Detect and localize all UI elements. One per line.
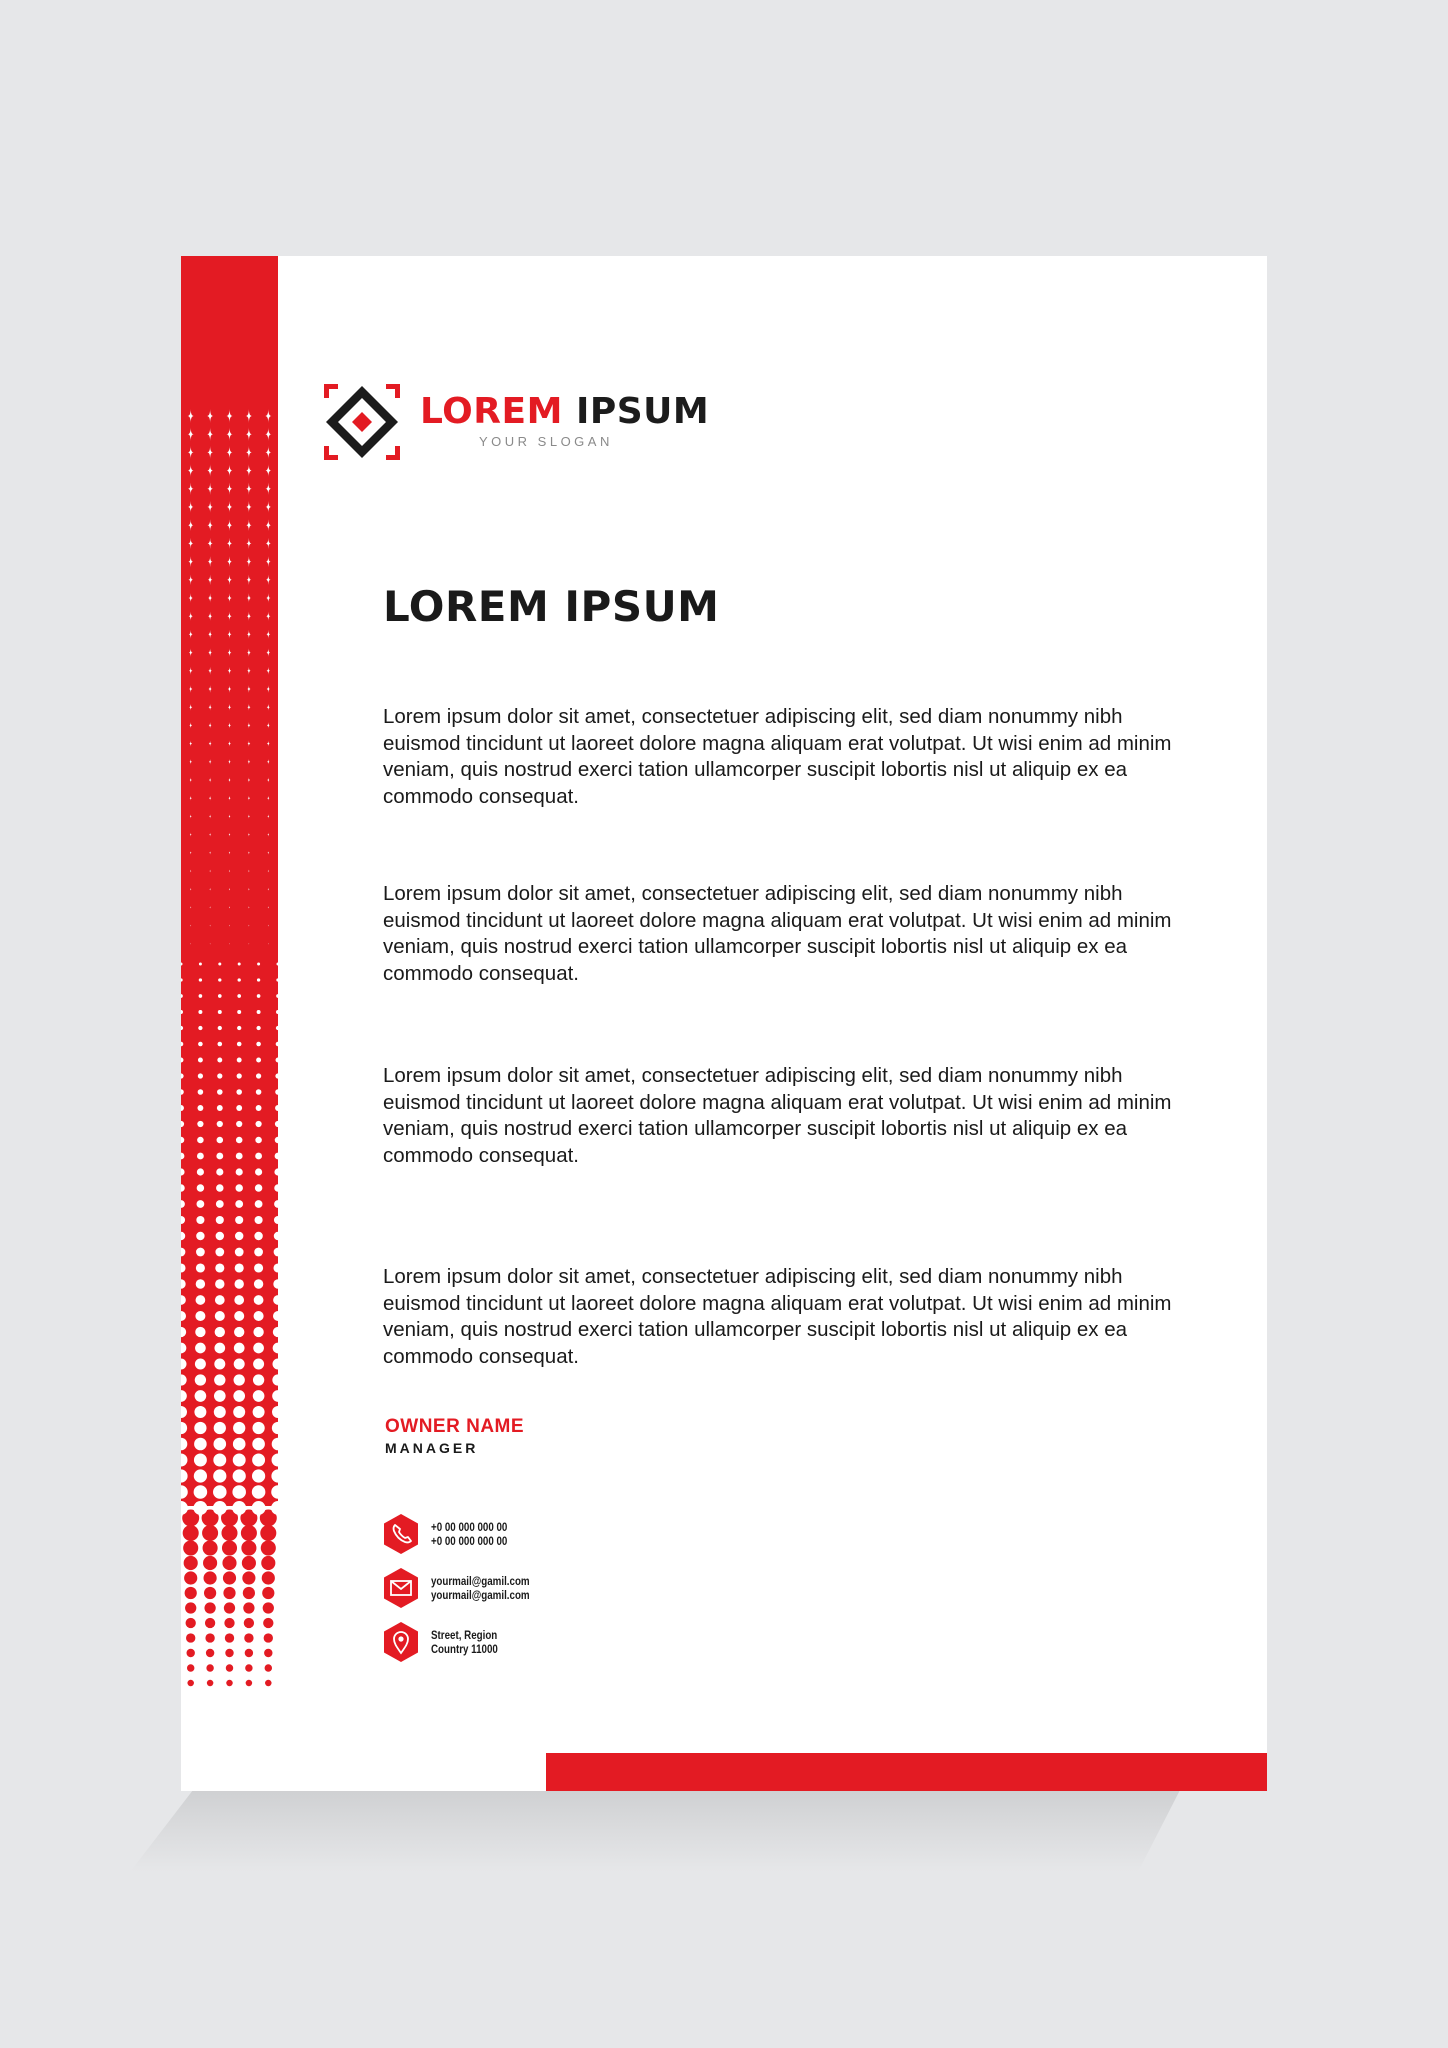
halftone-dot <box>185 1587 197 1599</box>
halftone-gap <box>216 1184 223 1191</box>
halftone-gap <box>255 1200 263 1208</box>
halftone-gap <box>194 1438 207 1451</box>
halftone-gap <box>254 1232 262 1240</box>
halftone-gap <box>216 1153 223 1160</box>
halftone-dot <box>183 1540 198 1555</box>
halftone-dot <box>244 1633 253 1642</box>
halftone-gap <box>196 1216 204 1224</box>
halftone-gap <box>215 1263 224 1272</box>
halftone-gap <box>218 978 221 981</box>
halftone-dot <box>187 1664 194 1671</box>
halftone-gap <box>236 1105 242 1111</box>
halftone-gap <box>198 1073 203 1078</box>
halftone-gap <box>252 1469 265 1482</box>
phone-line-2: +0 00 000 000 00 <box>431 1536 508 1548</box>
halftone-dot <box>241 1525 257 1541</box>
halftone-gap <box>216 1168 223 1175</box>
halftone-gap <box>235 1232 243 1240</box>
halftone-gap <box>254 1279 263 1288</box>
halftone-gap <box>256 1105 262 1111</box>
halftone-gap <box>252 1454 265 1467</box>
body-paragraph-3: Lorem ipsum dolor sit amet, consectetuer adipiscing elit, sed diam nonummy nibh euismod tincidunt ut laoreet dolore magna aliquam erat volutpat. Ut wisi enim ad minim veniam, quis nostrud exerci tation ullamcorper suscipit lobortis nisl ut aliquip ex ea commodo consequat. <box>383 1064 1172 1167</box>
halftone-gap <box>214 1343 225 1354</box>
owner-name: OWNER NAME <box>385 1416 525 1437</box>
halftone-gap <box>198 1026 202 1030</box>
halftone-gap <box>237 1058 242 1063</box>
halftone-gap <box>234 1374 245 1385</box>
halftone-gap <box>215 1279 224 1288</box>
halftone-gap <box>236 1153 243 1160</box>
halftone-gap <box>217 1137 224 1144</box>
halftone-dot <box>241 1540 256 1555</box>
contact-email <box>383 1568 643 1612</box>
halftone-dot <box>226 1664 233 1671</box>
halftone-gap <box>257 994 261 998</box>
envelope-icon <box>383 1568 419 1608</box>
halftone-gap <box>238 978 241 981</box>
halftone-gap <box>235 1216 243 1224</box>
halftone-gap <box>234 1343 245 1354</box>
halftone-gap <box>238 963 241 966</box>
halftone-gap <box>255 1184 262 1191</box>
halftone-gap <box>199 994 203 998</box>
halftone-dot <box>246 1680 253 1687</box>
halftone-dot <box>184 1571 197 1584</box>
halftone-gap <box>256 1042 261 1047</box>
halftone-gap <box>194 1485 208 1499</box>
halftone-gap <box>237 1042 242 1047</box>
halftone-gap <box>234 1311 244 1321</box>
halftone-dot <box>245 1649 253 1657</box>
halftone-gap <box>215 1311 225 1321</box>
halftone-dot <box>263 1602 274 1613</box>
body-paragraph-1: Lorem ipsum dolor sit amet, consectetuer adipiscing elit, sed diam nonummy nibh euismod tincidunt ut laoreet dolore magna aliquam erat volutpat. Ut wisi enim ad minim veniam, quis nostrud exerci tation ullamcorper suscipit lobortis nisl ut aliquip ex ea commodo consequat. <box>383 705 1172 808</box>
halftone-gap <box>255 1168 262 1175</box>
halftone-gap <box>216 1216 224 1224</box>
halftone-dot <box>245 1664 252 1671</box>
halftone-gap <box>193 1501 207 1515</box>
halftone-gap <box>235 1279 244 1288</box>
halftone-gap <box>196 1295 206 1305</box>
halftone-gap <box>197 1153 204 1160</box>
halftone-gap <box>213 1485 227 1499</box>
address-line-1: Street, Region <box>431 1630 498 1642</box>
halftone-dot <box>186 1633 195 1642</box>
halftone-dot <box>206 1664 213 1671</box>
halftone-gap <box>255 1216 263 1224</box>
halftone-gap <box>256 1073 261 1078</box>
halftone-dot <box>261 1556 275 1570</box>
halftone-dot <box>222 1540 237 1555</box>
halftone-gap <box>195 1359 206 1370</box>
halftone-gap <box>253 1359 264 1370</box>
halftone-dot <box>185 1602 196 1613</box>
halftone-gap <box>254 1263 263 1272</box>
halftone-gap <box>257 1010 261 1014</box>
contact-address <box>383 1622 643 1666</box>
halftone-gap <box>214 1390 226 1402</box>
halftone-dot <box>203 1556 217 1570</box>
logo-name-part1: LOREM <box>420 391 563 432</box>
halftone-gap <box>218 994 222 998</box>
halftone-gap <box>213 1501 227 1515</box>
halftone-dot <box>224 1618 234 1628</box>
halftone-gap <box>257 963 260 966</box>
halftone-dot <box>205 1618 215 1628</box>
halftone-gap <box>252 1438 265 1451</box>
halftone-gap <box>253 1374 264 1385</box>
halftone-gap <box>217 1058 222 1063</box>
halftone-gap <box>252 1485 266 1499</box>
phone-icon <box>383 1514 419 1554</box>
halftone-gap <box>194 1469 207 1482</box>
halftone-dot <box>264 1649 272 1657</box>
halftone-dot <box>204 1571 217 1584</box>
halftone-gap <box>257 978 260 981</box>
halftone-dot <box>243 1587 255 1599</box>
halftone-dot <box>225 1633 234 1642</box>
halftone-gap <box>236 1168 243 1175</box>
halftone-gap <box>253 1343 264 1354</box>
halftone-gap <box>235 1263 244 1272</box>
halftone-dot <box>226 1680 233 1687</box>
halftone-gap <box>198 1058 203 1063</box>
halftone-dot <box>221 1525 237 1541</box>
halftone-dot <box>204 1602 215 1613</box>
halftone-gap <box>254 1295 264 1305</box>
halftone-dot <box>203 1540 218 1555</box>
halftone-dot <box>242 1556 256 1570</box>
logo-wordmark <box>420 391 710 432</box>
halftone-gap <box>216 1200 224 1208</box>
halftone-gap <box>234 1359 245 1370</box>
halftone-gap <box>216 1232 224 1240</box>
halftone-gap <box>197 1200 205 1208</box>
halftone-gap <box>217 1073 222 1078</box>
halftone-gap <box>195 1327 205 1337</box>
halftone-gap <box>253 1327 263 1337</box>
halftone-gap <box>218 963 221 966</box>
halftone-gap <box>237 994 241 998</box>
halftone-gap <box>218 1042 223 1047</box>
diamond-square-icon <box>324 384 400 460</box>
halftone-gap <box>199 963 202 966</box>
halftone-dot <box>204 1587 216 1599</box>
halftone-gap <box>233 1390 245 1402</box>
halftone-gap <box>234 1295 244 1305</box>
side-decorative-bar <box>181 256 278 1691</box>
halftone-gap <box>254 1311 264 1321</box>
body-paragraph-4: Lorem ipsum dolor sit amet, consectetuer adipiscing elit, sed diam nonummy nibh euismod tincidunt ut laoreet dolore magna aliquam erat volutpat. Ut wisi enim ad minim veniam, quis nostrud exerci tation ullamcorper suscipit lobortis nisl ut aliquip ex ea commodo consequat. <box>383 1265 1172 1368</box>
halftone-dot <box>184 1556 198 1570</box>
halftone-gap <box>195 1311 205 1321</box>
halftone-dot <box>264 1633 273 1642</box>
halftone-gap <box>237 1073 242 1078</box>
halftone-dot <box>183 1525 199 1541</box>
halftone-gap <box>194 1454 207 1467</box>
halftone-gap <box>218 1010 222 1014</box>
halftone-dot-pattern <box>181 256 278 1691</box>
halftone-gap <box>214 1422 226 1434</box>
halftone-gap <box>253 1390 265 1402</box>
halftone-dot <box>186 1618 196 1628</box>
halftone-gap <box>198 1042 203 1047</box>
halftone-dot <box>223 1571 236 1584</box>
halftone-gap <box>233 1422 245 1434</box>
halftone-dot <box>186 1649 194 1657</box>
halftone-gap <box>213 1469 226 1482</box>
halftone-gap <box>256 1121 262 1127</box>
email-line-2: yourmail@gamil.com <box>431 1590 530 1602</box>
halftone-gap <box>235 1184 242 1191</box>
halftone-gap <box>254 1248 263 1257</box>
owner-title: MANAGER <box>385 1440 479 1456</box>
contact-phone <box>383 1514 643 1558</box>
halftone-dot <box>205 1633 214 1642</box>
halftone-gap <box>215 1295 225 1305</box>
halftone-gap <box>236 1089 242 1095</box>
halftone-gap <box>197 1137 204 1144</box>
halftone-gap <box>195 1390 207 1402</box>
halftone-gap <box>235 1200 243 1208</box>
halftone-gap <box>252 1422 264 1434</box>
halftone-gap <box>196 1232 204 1240</box>
halftone-gap <box>197 1105 203 1111</box>
email-line-1: yourmail@gamil.com <box>431 1576 530 1588</box>
halftone-gap <box>215 1327 225 1337</box>
halftone-gap <box>194 1422 206 1434</box>
halftone-gap <box>198 1089 204 1095</box>
halftone-gap <box>197 1184 204 1191</box>
phone-line-1: +0 00 000 000 00 <box>431 1522 508 1534</box>
halftone-gap <box>255 1153 262 1160</box>
halftone-gap <box>195 1374 206 1385</box>
halftone-gap <box>253 1406 265 1418</box>
page-shadow <box>130 1790 1180 1872</box>
bottom-accent-bar <box>546 1753 1267 1791</box>
halftone-gap <box>233 1469 246 1482</box>
halftone-gap <box>237 1026 241 1030</box>
halftone-dot <box>265 1680 272 1687</box>
halftone-gap <box>256 1089 262 1095</box>
halftone-dot <box>262 1587 274 1599</box>
halftone-dot <box>243 1602 254 1613</box>
halftone-dot <box>207 1680 214 1687</box>
halftone-dot <box>265 1664 272 1671</box>
halftone-gap <box>255 1137 262 1144</box>
halftone-gap <box>234 1327 244 1337</box>
location-pin-icon <box>383 1622 419 1662</box>
halftone-gap <box>196 1279 205 1288</box>
halftone-gap <box>233 1406 245 1418</box>
halftone-dot <box>225 1649 233 1657</box>
halftone-gap <box>214 1374 225 1385</box>
halftone-gap <box>218 1026 222 1030</box>
halftone-dot <box>223 1587 235 1599</box>
halftone-gap <box>214 1359 225 1370</box>
halftone-gap <box>194 1406 206 1418</box>
halftone-dot <box>263 1618 273 1628</box>
halftone-dot <box>187 1680 194 1687</box>
halftone-gap <box>217 1089 223 1095</box>
halftone-gap <box>236 1121 242 1127</box>
halftone-gap <box>256 1026 260 1030</box>
halftone-dot <box>202 1525 218 1541</box>
halftone-gap <box>198 1010 202 1014</box>
halftone-dot <box>260 1525 276 1541</box>
halftone-dot <box>244 1618 254 1628</box>
address-line-2: Country 11000 <box>431 1644 498 1656</box>
logo-slogan: YOUR SLOGAN <box>479 434 613 449</box>
halftone-gap <box>252 1501 266 1515</box>
halftone-gap <box>197 1168 204 1175</box>
halftone-background <box>181 406 278 1506</box>
halftone-dot <box>222 1556 236 1570</box>
halftone-dot <box>242 1571 255 1584</box>
halftone-gap <box>236 1137 243 1144</box>
halftone-gap <box>232 1501 246 1515</box>
halftone-gap <box>196 1263 205 1272</box>
halftone-gap <box>215 1248 224 1257</box>
halftone-gap <box>217 1105 223 1111</box>
company-logo <box>324 384 724 464</box>
halftone-dot <box>224 1602 235 1613</box>
halftone-gap <box>237 1010 241 1014</box>
halftone-gap <box>213 1454 226 1467</box>
letterhead-page <box>181 256 1267 1791</box>
halftone-dot <box>262 1571 275 1584</box>
halftone-gap <box>199 978 202 981</box>
halftone-gap <box>233 1438 246 1451</box>
body-paragraph-2: Lorem ipsum dolor sit amet, consectetuer adipiscing elit, sed diam nonummy nibh euismod tincidunt ut laoreet dolore magna aliquam erat volutpat. Ut wisi enim ad minim veniam, quis nostrud exerci tation ullamcorper suscipit lobortis nisl ut aliquip ex ea commodo consequat. <box>383 882 1172 985</box>
halftone-gap <box>197 1121 203 1127</box>
halftone-gap <box>214 1406 226 1418</box>
logo-name-part2: IPSUM <box>575 391 710 432</box>
halftone-gap <box>233 1454 246 1467</box>
document-title: LOREM IPSUM <box>383 582 720 631</box>
halftone-gap <box>232 1485 246 1499</box>
halftone-gap <box>235 1248 244 1257</box>
halftone-gap <box>214 1438 227 1451</box>
halftone-gap <box>256 1058 261 1063</box>
halftone-dot <box>261 1540 276 1555</box>
halftone-dot <box>206 1649 214 1657</box>
halftone-gap <box>196 1248 205 1257</box>
halftone-gap <box>217 1121 223 1127</box>
halftone-gap <box>195 1343 206 1354</box>
